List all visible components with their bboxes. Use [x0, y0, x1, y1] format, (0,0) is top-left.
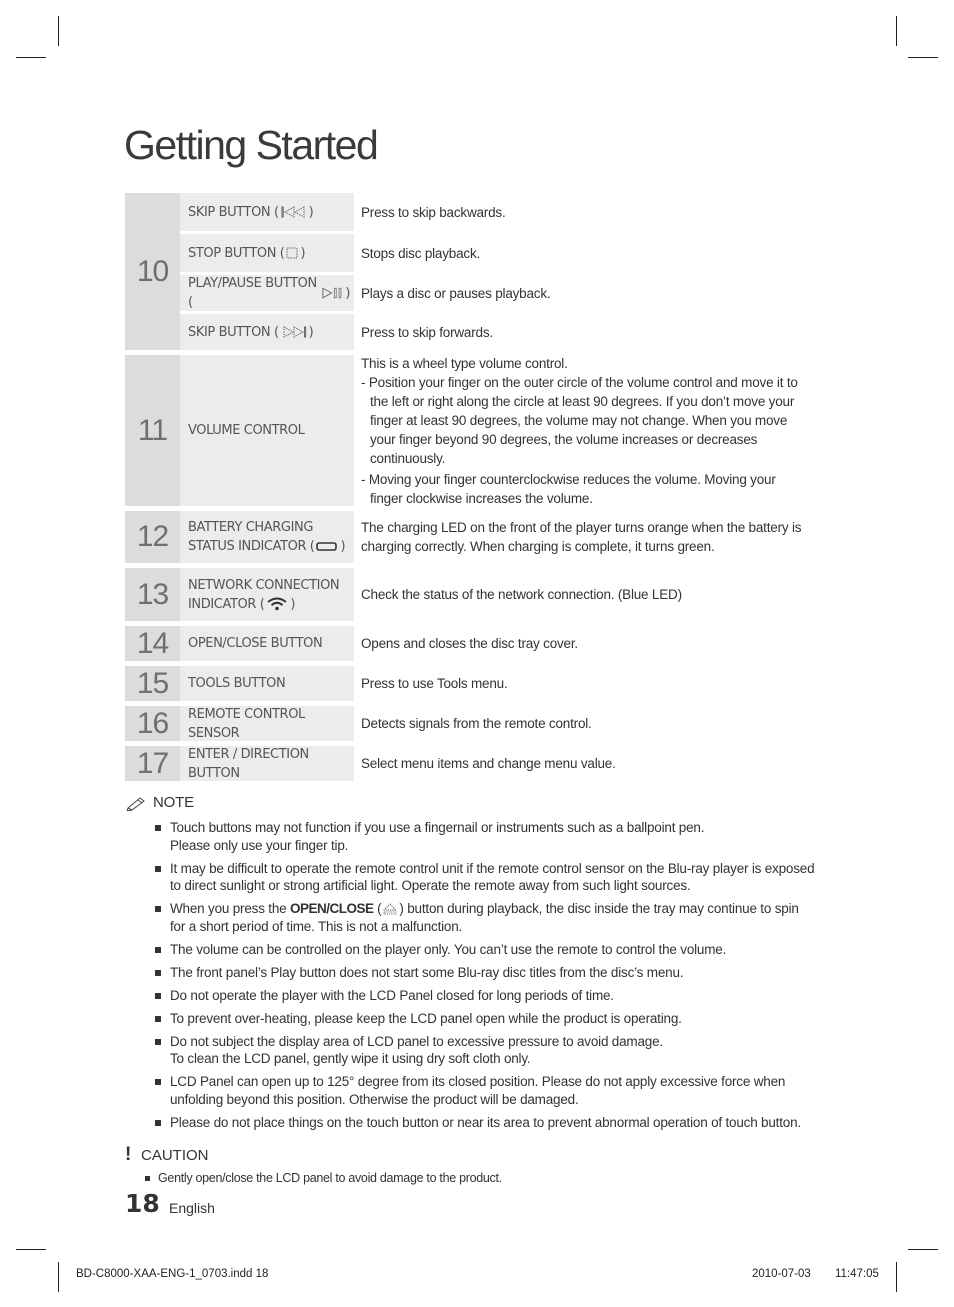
skip-back-icon [281, 206, 307, 218]
wifi-icon [266, 597, 288, 611]
item-number: 14 [125, 626, 180, 661]
list-item: Gently open/close the LCD panel to avoid damage to the product. [125, 1171, 502, 1185]
play-pause-icon [321, 287, 344, 299]
caution-section [125, 1144, 502, 1185]
list-item: Please do not place things on the touch button or near its area to prevent abnormal operation of touch button. [125, 1114, 815, 1132]
item-label: STOP BUTTON ( ) [180, 234, 354, 272]
item-label: NETWORK CONNECTION INDICATOR ( ) [180, 568, 354, 621]
list-item: Do not subject the display area of LCD panel to excessive pressure to avoid damage. To clean the LCD panel, gently wipe it using dry soft cloth only. [125, 1033, 815, 1068]
table-group [125, 511, 810, 563]
crop-mark [16, 57, 46, 58]
item-description: The charging LED on the front of the player turns orange when the battery is charging correctly. When charging is complete, it turns green. [361, 520, 802, 554]
list-item: LCD Panel can open up to 125° degree from its closed position. Please do not apply excessive force when unfolding beyond this position. Otherwise the product will be damaged. [125, 1073, 815, 1108]
page-number: 18 [125, 1189, 160, 1218]
table-group [125, 666, 810, 701]
item-label: TOOLS BUTTON [180, 666, 354, 701]
footer-filename: BD-C8000-XAA-ENG-1_0703.indd 18 [76, 1268, 269, 1280]
crop-mark [16, 1249, 46, 1250]
caution-heading: ! CAUTION [125, 1144, 209, 1165]
item-label: SKIP BUTTON ( ) [180, 314, 354, 350]
crop-mark [58, 1262, 59, 1292]
crop-mark [58, 16, 59, 46]
note-section [125, 794, 815, 1137]
item-label: BATTERY CHARGING STATUS INDICATOR ( ) [180, 511, 354, 563]
eject-icon [383, 903, 397, 915]
item-label: OPEN/CLOSE BUTTON [180, 626, 354, 661]
item-number: 13 [125, 568, 180, 621]
item-description: This is a wheel type volume control. - Position your finger on the outer circle of the volume control and move it to the left or right along the circle at least 90 degrees. If you don’t move your finger at least 90 degrees, the volume may not change. When you move your finger beyond 90 degrees, the volume increases or decreases continuously. - Moving your finger counterclockwise reduces the volume. Moving your finger clockwise increases the volume. [361, 355, 798, 506]
item-number: 11 [125, 355, 180, 506]
item-description: Press to skip forwards. [361, 324, 493, 340]
footer-date: 2010-07-03 [752, 1268, 811, 1280]
table-group [125, 355, 810, 506]
item-number: 17 [125, 746, 180, 781]
stop-icon [286, 247, 298, 259]
item-label: VOLUME CONTROL [180, 355, 354, 506]
item-description: Plays a disc or pauses playback. [361, 285, 551, 301]
list-item: The front panel’s Play button does not start some Blu-ray disc titles from the disc’s menu. [125, 964, 815, 982]
crop-mark [896, 16, 897, 46]
list-item: Touch buttons may not function if you use a fingernail or instruments such as a ballpoint pen. Please only use your finger tip. [125, 819, 815, 854]
table-group [125, 626, 810, 661]
page-title: Getting Started [124, 122, 378, 168]
item-description: Stops disc playback. [361, 245, 481, 261]
list-item: To prevent over-heating, please keep the LCD panel open while the product is operating. [125, 1010, 815, 1028]
crop-mark [908, 57, 938, 58]
table-group [125, 193, 810, 350]
list-item: It may be difficult to operate the remote control unit if the remote control sensor on the Blu-ray player is exposed to direct sunlight or strong artificial light. Operate the remote away from such light sources. [125, 860, 815, 895]
item-number: 10 [125, 193, 180, 350]
table-group [125, 706, 810, 741]
crop-mark [908, 1249, 938, 1250]
battery-icon [316, 541, 338, 552]
item-description: Press to skip backwards. [361, 204, 506, 220]
list-item: The volume can be controlled on the player only. You can’t use the remote to control the volume. [125, 941, 815, 959]
item-label: ENTER / DIRECTION BUTTON [180, 746, 354, 781]
item-label: REMOTE CONTROL SENSOR [180, 706, 354, 741]
item-number: 15 [125, 666, 180, 701]
item-number: 12 [125, 511, 180, 563]
page-language: English [169, 1200, 215, 1216]
note-heading: NOTE [125, 794, 815, 811]
item-description: Detects signals from the remote control. [361, 716, 592, 731]
item-description: Check the status of the network connection. (Blue LED) [361, 587, 682, 602]
table-group [125, 746, 810, 781]
controls-table [125, 193, 810, 786]
item-description: Press to use Tools menu. [361, 676, 508, 691]
item-description: Select menu items and change menu value. [361, 756, 616, 771]
item-number: 16 [125, 706, 180, 741]
crop-mark [896, 1262, 897, 1292]
pencil-icon [125, 795, 147, 811]
list-item: Do not operate the player with the LCD Panel closed for long periods of time. [125, 987, 815, 1005]
list-item: When you press the OPEN/CLOSE ( ) button during playback, the disc inside the tray may continue to spin for a short period of time. This is not a malfunction. [125, 900, 815, 935]
table-group [125, 568, 810, 621]
exclamation-icon: ! [125, 1144, 132, 1165]
item-label: SKIP BUTTON ( ) [180, 193, 354, 231]
skip-forward-icon [281, 326, 307, 338]
item-description: Opens and closes the disc tray cover. [361, 636, 578, 651]
footer-time: 11:47:05 [835, 1268, 879, 1280]
item-label: PLAY/PAUSE BUTTON ( ) [180, 275, 354, 311]
